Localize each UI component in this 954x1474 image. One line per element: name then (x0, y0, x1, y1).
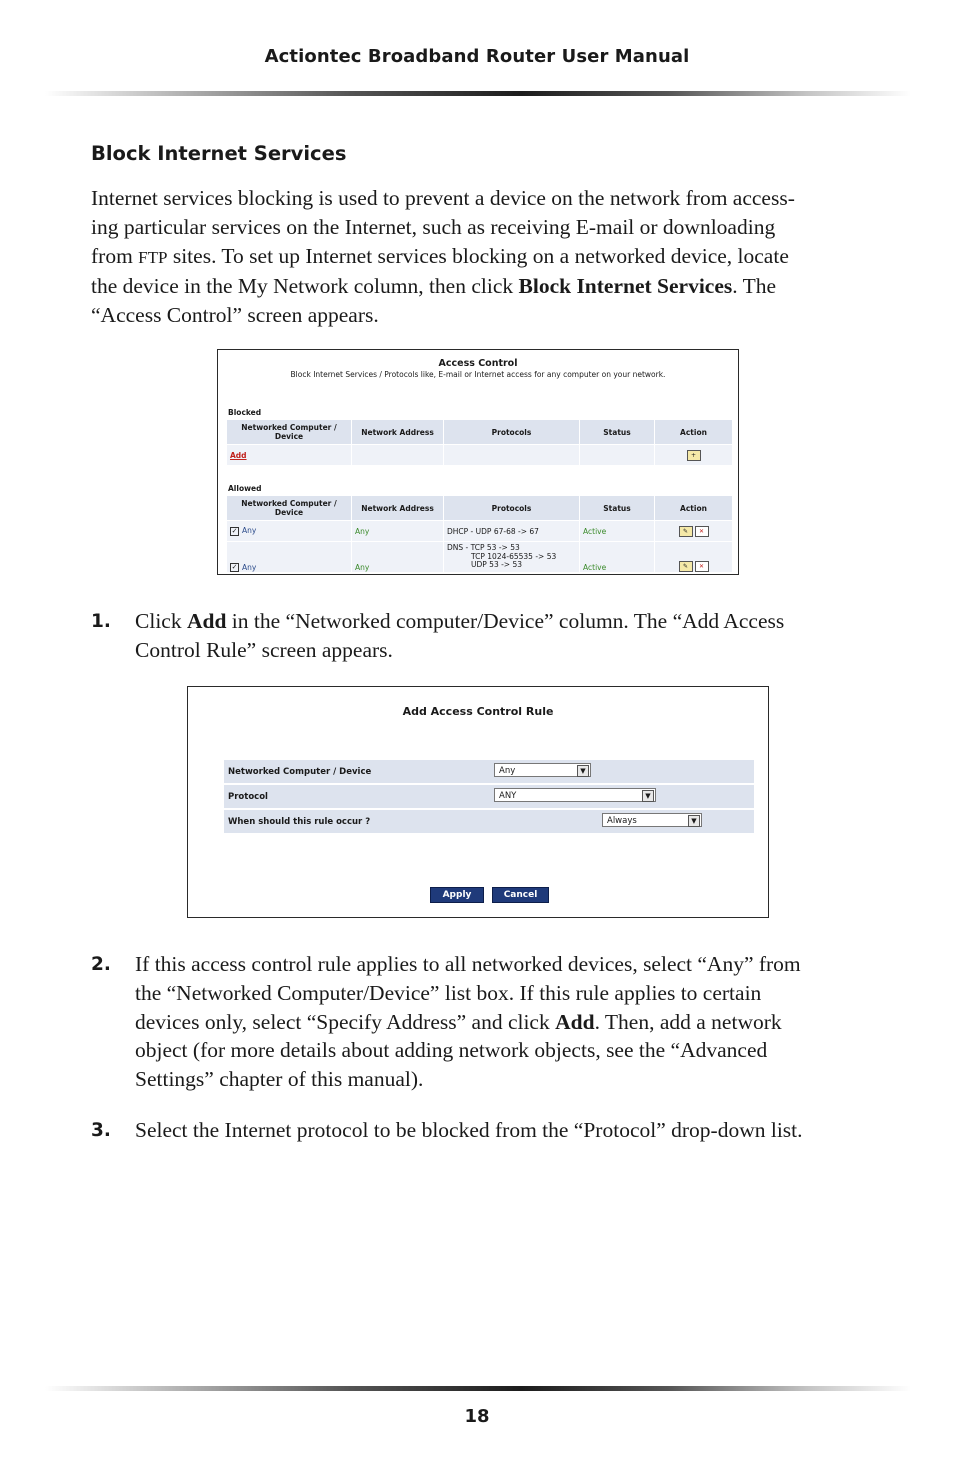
add-rule-icon[interactable]: + (687, 450, 701, 461)
access-control-subtitle: Block Internet Services / Protocols like, E-mail or Internet access for any computer on your network. (290, 370, 666, 379)
field-row-device (224, 760, 754, 783)
apply-button[interactable]: Apply (430, 887, 484, 903)
device-select[interactable]: Any ▼ (494, 763, 591, 777)
edit-icon[interactable]: ✎ (679, 561, 693, 572)
delete-icon[interactable]: ✕ (695, 526, 709, 537)
field-row-schedule (224, 810, 754, 833)
step-1-number: 1. (91, 611, 111, 632)
add-rule-title: Add Access Control Rule (402, 705, 554, 718)
col-header-status: Status (580, 496, 654, 520)
access-control-screenshot (217, 349, 739, 575)
col-header-status: Status (580, 420, 654, 444)
step-3-text: Select the Internet protocol to be blocked from the “Protocol” drop-down list. (135, 1118, 803, 1142)
chevron-down-icon: ▼ (577, 765, 589, 777)
step-3-number: 3. (91, 1120, 111, 1141)
footer-rule (45, 1386, 911, 1391)
edit-icon[interactable]: ✎ (679, 526, 693, 537)
checkbox[interactable]: ✓ (231, 563, 238, 571)
col-header-action: Action (655, 496, 732, 520)
add-rule-screenshot (187, 686, 769, 918)
intro-paragraph: Internet services blocking is used to prevent a device on the network from access- ing particular services on the Internet, such as receiving E-mail or downloading from FTP sites. To set up Internet services blocking on a networked device, locate the device in the My Network column, then click Block Internet Services. The “Access Control” screen appears. (91, 186, 795, 328)
step-2-number: 2. (91, 954, 111, 975)
col-header-address: Network Address (352, 496, 443, 520)
blocked-label: Blocked (228, 408, 262, 417)
table-row (227, 445, 732, 465)
page-number: 18 (464, 1406, 490, 1427)
col-header-address: Network Address (352, 420, 443, 444)
allowed-label: Allowed (228, 484, 262, 493)
protocol-select[interactable]: ANY ▼ (494, 788, 656, 802)
col-header-protocols: Protocols (444, 420, 579, 444)
table-row: ✓ Any Any DNS - TCP 53 -> 53 TCP 1024-65535 -> 53 UDP 53 -> 53 Active ✎ ✕ (227, 542, 732, 572)
col-header-device: Networked Computer / Device (227, 496, 351, 520)
manual-header: Actiontec Broadband Router User Manual (264, 46, 690, 67)
step-1-text: Click Add in the “Networked computer/Device” column. The “Add Access Control Rule” screen appears. (135, 609, 785, 662)
chevron-down-icon: ▼ (688, 815, 700, 827)
col-header-protocols: Protocols (444, 496, 579, 520)
add-link[interactable]: Add (230, 450, 247, 460)
schedule-select[interactable]: Always ▼ (602, 813, 702, 827)
blocked-table (226, 419, 733, 466)
step-2-text: If this access control rule applies to all networked devices, select “Any” from the “Networked Computer/Device” list box. If this rule applies to certain devices only, select “Specify Address” and click Add. Then, add a network object (for more details about adding network objects, see the “Advanced Settings” chapter of this manual). (135, 952, 801, 1092)
protocol-label: Protocol (228, 792, 268, 802)
section-title: Block Internet Services (91, 142, 347, 165)
device-label: Networked Computer / Device (228, 767, 372, 777)
table-row: ✓ Any Any DHCP - UDP 67-68 -> 67 Active ✎ ✕ (227, 521, 732, 541)
col-header-action: Action (655, 420, 732, 444)
cancel-button[interactable]: Cancel (492, 887, 549, 903)
chevron-down-icon: ▼ (642, 790, 654, 802)
checkbox[interactable]: ✓ (231, 526, 238, 535)
allowed-table (226, 495, 733, 573)
delete-icon[interactable]: ✕ (695, 561, 709, 572)
col-header-device: Networked Computer / Device (227, 420, 351, 444)
field-row-protocol (224, 785, 754, 808)
schedule-label: When should this rule occur ? (228, 817, 371, 827)
access-control-title: Access Control (438, 358, 518, 369)
header-rule (45, 91, 911, 96)
